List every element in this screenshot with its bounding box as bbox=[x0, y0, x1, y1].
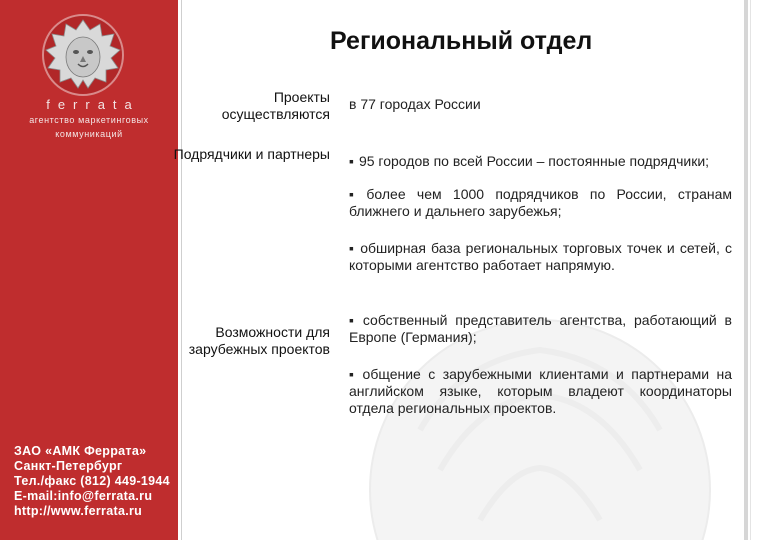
row-label-contractors: Подрядчики и партнеры bbox=[173, 146, 330, 162]
email-link[interactable]: E-mail:info@ferrata.ru bbox=[14, 489, 153, 503]
list-item: ▪ общение с зарубежными клиентами и партнерами на английском языке, которым владеют координаторы отдела региональных проектов. bbox=[349, 366, 732, 417]
list-item: ▪ 95 городов по всей России – постоянные подрядчики; bbox=[349, 153, 732, 170]
row-value-projects: в 77 городах России bbox=[349, 96, 481, 112]
brand bbox=[0, 97, 178, 140]
city: Санкт-Петербург bbox=[14, 459, 123, 473]
row-label-foreign: Возможности для зарубежных проектов bbox=[188, 324, 330, 357]
website-link[interactable]: http://www.ferrata.ru bbox=[14, 504, 143, 518]
contacts bbox=[14, 444, 170, 519]
lion-head-logo-icon bbox=[28, 12, 138, 98]
brand-tagline-line2: коммуникаций bbox=[55, 129, 123, 139]
list-item: ▪ более чем 1000 подрядчиков по России, странам ближнего и дальнего зарубежья; bbox=[349, 186, 732, 220]
list-item: ▪ обширная база региональных торговых точек и сетей, с которыми агентство работает напрямую. bbox=[349, 240, 732, 274]
brand-tagline-line1: агентство маркетинговых bbox=[29, 115, 149, 125]
phone: Тел./факс (812) 449-1944 bbox=[14, 474, 170, 488]
brand-name: ferrata bbox=[46, 97, 140, 112]
right-divider-thin bbox=[750, 0, 751, 540]
list-item: ▪ собственный представитель агентства, работающий в Европе (Германия); bbox=[349, 312, 732, 346]
sidebar bbox=[0, 0, 178, 540]
row-label-projects: Проекты осуществляются bbox=[221, 89, 330, 122]
page-title: Региональный отдел bbox=[330, 27, 593, 55]
company-name: ЗАО «АМК Феррата» bbox=[14, 444, 147, 458]
sidebar-edge-line bbox=[181, 0, 182, 540]
